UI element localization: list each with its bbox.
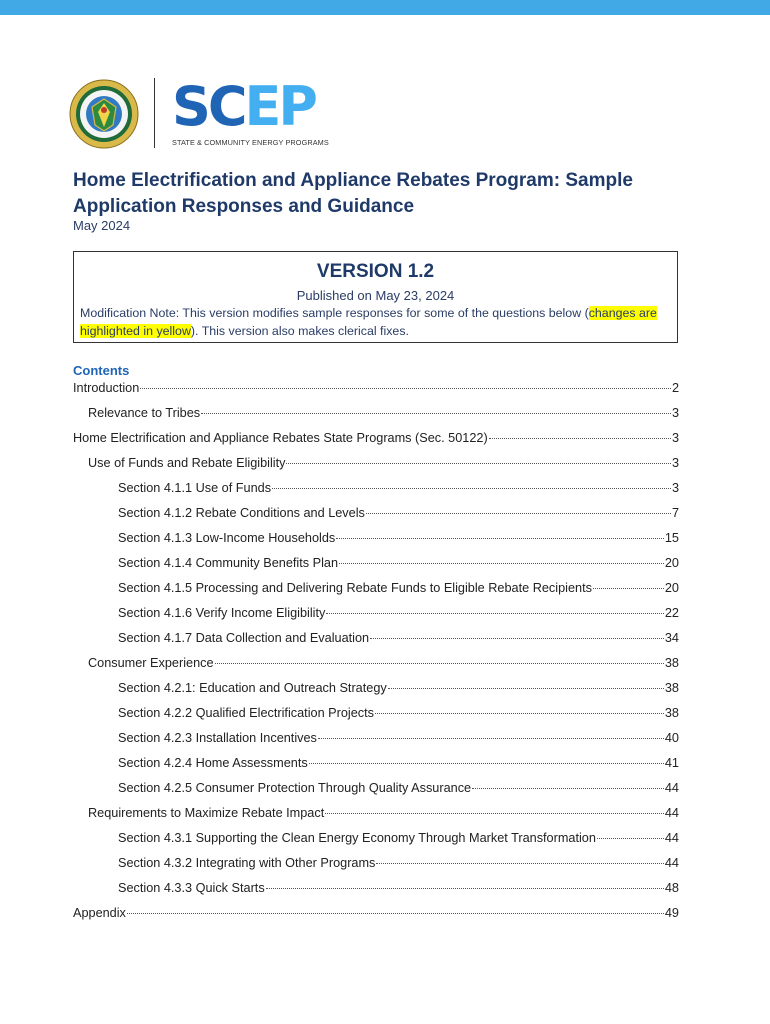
department-of-energy-seal-icon: [69, 79, 139, 149]
toc-page-number: 41: [664, 756, 679, 770]
toc-dot-leader: [325, 813, 664, 814]
toc-dot-leader: [489, 438, 671, 439]
scep-logo-wordmark: SCEP: [172, 75, 315, 138]
toc-dot-leader: [339, 563, 664, 564]
toc-page-number: 38: [664, 706, 679, 720]
toc-dot-leader: [593, 588, 664, 589]
toc-entry-4-2-3[interactable]: [118, 730, 679, 746]
toc-page-number: 40: [664, 731, 679, 745]
toc-entry-label: Use of Funds and Rebate Eligibility: [88, 456, 286, 470]
toc-page-number: 3: [671, 431, 679, 445]
toc-entry-label: Section 4.3.2 Integrating with Other Programs: [118, 856, 376, 870]
toc-entry-4-1-2[interactable]: [118, 505, 679, 521]
toc-entry-use-of-funds-and-rebate-eligibility[interactable]: [88, 455, 679, 471]
published-date: Published on May 23, 2024: [296, 288, 455, 303]
toc-page-number: 48: [664, 881, 679, 895]
toc-page-number: 20: [664, 581, 679, 595]
toc-entry-4-2-2[interactable]: [118, 705, 679, 721]
toc-entry-state-programs[interactable]: [73, 430, 679, 446]
toc-entry-label: Section 4.2.1: Education and Outreach Strategy: [118, 681, 387, 695]
toc-entry-4-2-5[interactable]: [118, 780, 679, 796]
toc-dot-leader: [472, 788, 664, 789]
toc-dot-leader: [127, 913, 664, 914]
version-title: VERSION 1.2: [316, 261, 435, 282]
toc-entry-label: Section 4.3.1 Supporting the Clean Energy Economy Through Market Transformation: [118, 831, 596, 845]
toc-entry-label: Introduction: [73, 381, 140, 395]
toc-page-number: 3: [671, 456, 679, 470]
toc-entry-label: Section 4.1.2 Rebate Conditions and Levels: [118, 506, 365, 520]
toc-dot-leader: [272, 488, 671, 489]
toc-entry-4-1-1[interactable]: [118, 480, 679, 496]
top-accent-bar: [0, 0, 770, 15]
document-title: Home Electrification and Appliance Rebates Program: Sample Application Responses and Guidance: [73, 170, 633, 217]
toc-dot-leader: [597, 838, 664, 839]
toc-entry-label: Appendix: [73, 906, 126, 920]
toc-entry-4-2-1[interactable]: [118, 680, 679, 696]
toc-page-number: 22: [664, 606, 679, 620]
toc-page-number: 3: [671, 406, 679, 420]
toc-page-number: 38: [664, 656, 679, 670]
toc-entry-4-3-2[interactable]: [118, 855, 679, 871]
toc-entry-label: Home Electrification and Appliance Rebates State Programs (Sec. 50122): [73, 431, 488, 445]
toc-entry-4-1-6[interactable]: [118, 605, 679, 621]
scep-logo-subtitle: STATE & COMMUNITY ENERGY PROGRAMS: [172, 138, 329, 147]
toc-entry-4-1-7[interactable]: [118, 630, 679, 646]
toc-entry-consumer-experience[interactable]: [88, 655, 679, 671]
toc-entry-label: Section 4.1.6 Verify Income Eligibility: [118, 606, 326, 620]
toc-entry-4-2-4[interactable]: [118, 755, 679, 771]
toc-dot-leader: [201, 413, 671, 414]
toc-dot-leader: [326, 613, 664, 614]
toc-entry-4-3-3[interactable]: [118, 880, 679, 896]
toc-entry-relevance-to-tribes[interactable]: [88, 405, 679, 421]
toc-entry-4-1-3[interactable]: [118, 530, 679, 546]
toc-entry-label: Relevance to Tribes: [88, 406, 201, 420]
toc-dot-leader: [375, 713, 664, 714]
toc-page-number: 44: [664, 781, 679, 795]
toc-page-number: 20: [664, 556, 679, 570]
toc-entry-label: Section 4.1.5 Processing and Delivering Rebate Funds to Eligible Rebate Recipients: [118, 581, 592, 595]
toc-entry-label: Section 4.2.4 Home Assessments: [118, 756, 308, 770]
toc-entry-label: Section 4.1.1 Use of Funds: [118, 481, 272, 495]
toc-dot-leader: [215, 663, 664, 664]
scep-logo: [172, 75, 347, 150]
toc-dot-leader: [140, 388, 671, 389]
toc-page-number: 7: [671, 506, 679, 520]
toc-page-number: 15: [664, 531, 679, 545]
toc-dot-leader: [318, 738, 664, 739]
toc-dot-leader: [370, 638, 664, 639]
toc-dot-leader: [336, 538, 664, 539]
document-date: May 2024: [73, 218, 131, 233]
header-divider: [154, 78, 155, 148]
toc-page-number: 44: [664, 856, 679, 870]
toc-page-number: 49: [664, 906, 679, 920]
toc-entry-appendix[interactable]: [73, 905, 679, 921]
contents-heading: Contents: [73, 363, 130, 378]
note-text-start: Modification Note: This version modifies sample responses for some of the questions below (: [80, 306, 589, 320]
toc-entry-label: Section 4.1.4 Community Benefits Plan: [118, 556, 339, 570]
toc-entry-label: Section 4.2.5 Consumer Protection Through Quality Assurance: [118, 781, 472, 795]
toc-dot-leader: [366, 513, 671, 514]
toc-entry-label: Section 4.1.3 Low-Income Households: [118, 531, 336, 545]
toc-dot-leader: [376, 863, 663, 864]
toc-entry-label: Section 4.2.3 Installation Incentives: [118, 731, 317, 745]
toc-page-number: 2: [671, 381, 679, 395]
toc-page-number: 3: [671, 481, 679, 495]
toc-page-number: 44: [664, 831, 679, 845]
highlighted-note-text: changes are highlighted in yellow: [80, 306, 657, 338]
toc-entry-label: Section 4.3.3 Quick Starts: [118, 881, 265, 895]
toc-entry-4-3-1[interactable]: [118, 830, 679, 846]
toc-page-number: 44: [664, 806, 679, 820]
toc-dot-leader: [309, 763, 664, 764]
toc-entry-label: Requirements to Maximize Rebate Impact: [88, 806, 325, 820]
version-box: [73, 251, 678, 343]
toc-page-number: 34: [664, 631, 679, 645]
toc-entry-requirements-to-maximize-rebate-impact[interactable]: [88, 805, 679, 821]
toc-dot-leader: [286, 463, 670, 464]
toc-entry-introduction[interactable]: [73, 380, 679, 396]
modification-note: [80, 304, 676, 340]
toc-dot-leader: [266, 888, 664, 889]
toc-entry-4-1-4[interactable]: [118, 555, 679, 571]
note-text-end: ). This version also makes clerical fixes.: [190, 324, 409, 338]
toc-entry-label: Section 4.1.7 Data Collection and Evaluation: [118, 631, 370, 645]
toc-entry-label: Consumer Experience: [88, 656, 214, 670]
toc-entry-4-1-5[interactable]: [118, 580, 679, 596]
toc-entry-label: Section 4.2.2 Qualified Electrification Projects: [118, 706, 374, 720]
toc-page-number: 38: [664, 681, 679, 695]
toc-dot-leader: [388, 688, 664, 689]
